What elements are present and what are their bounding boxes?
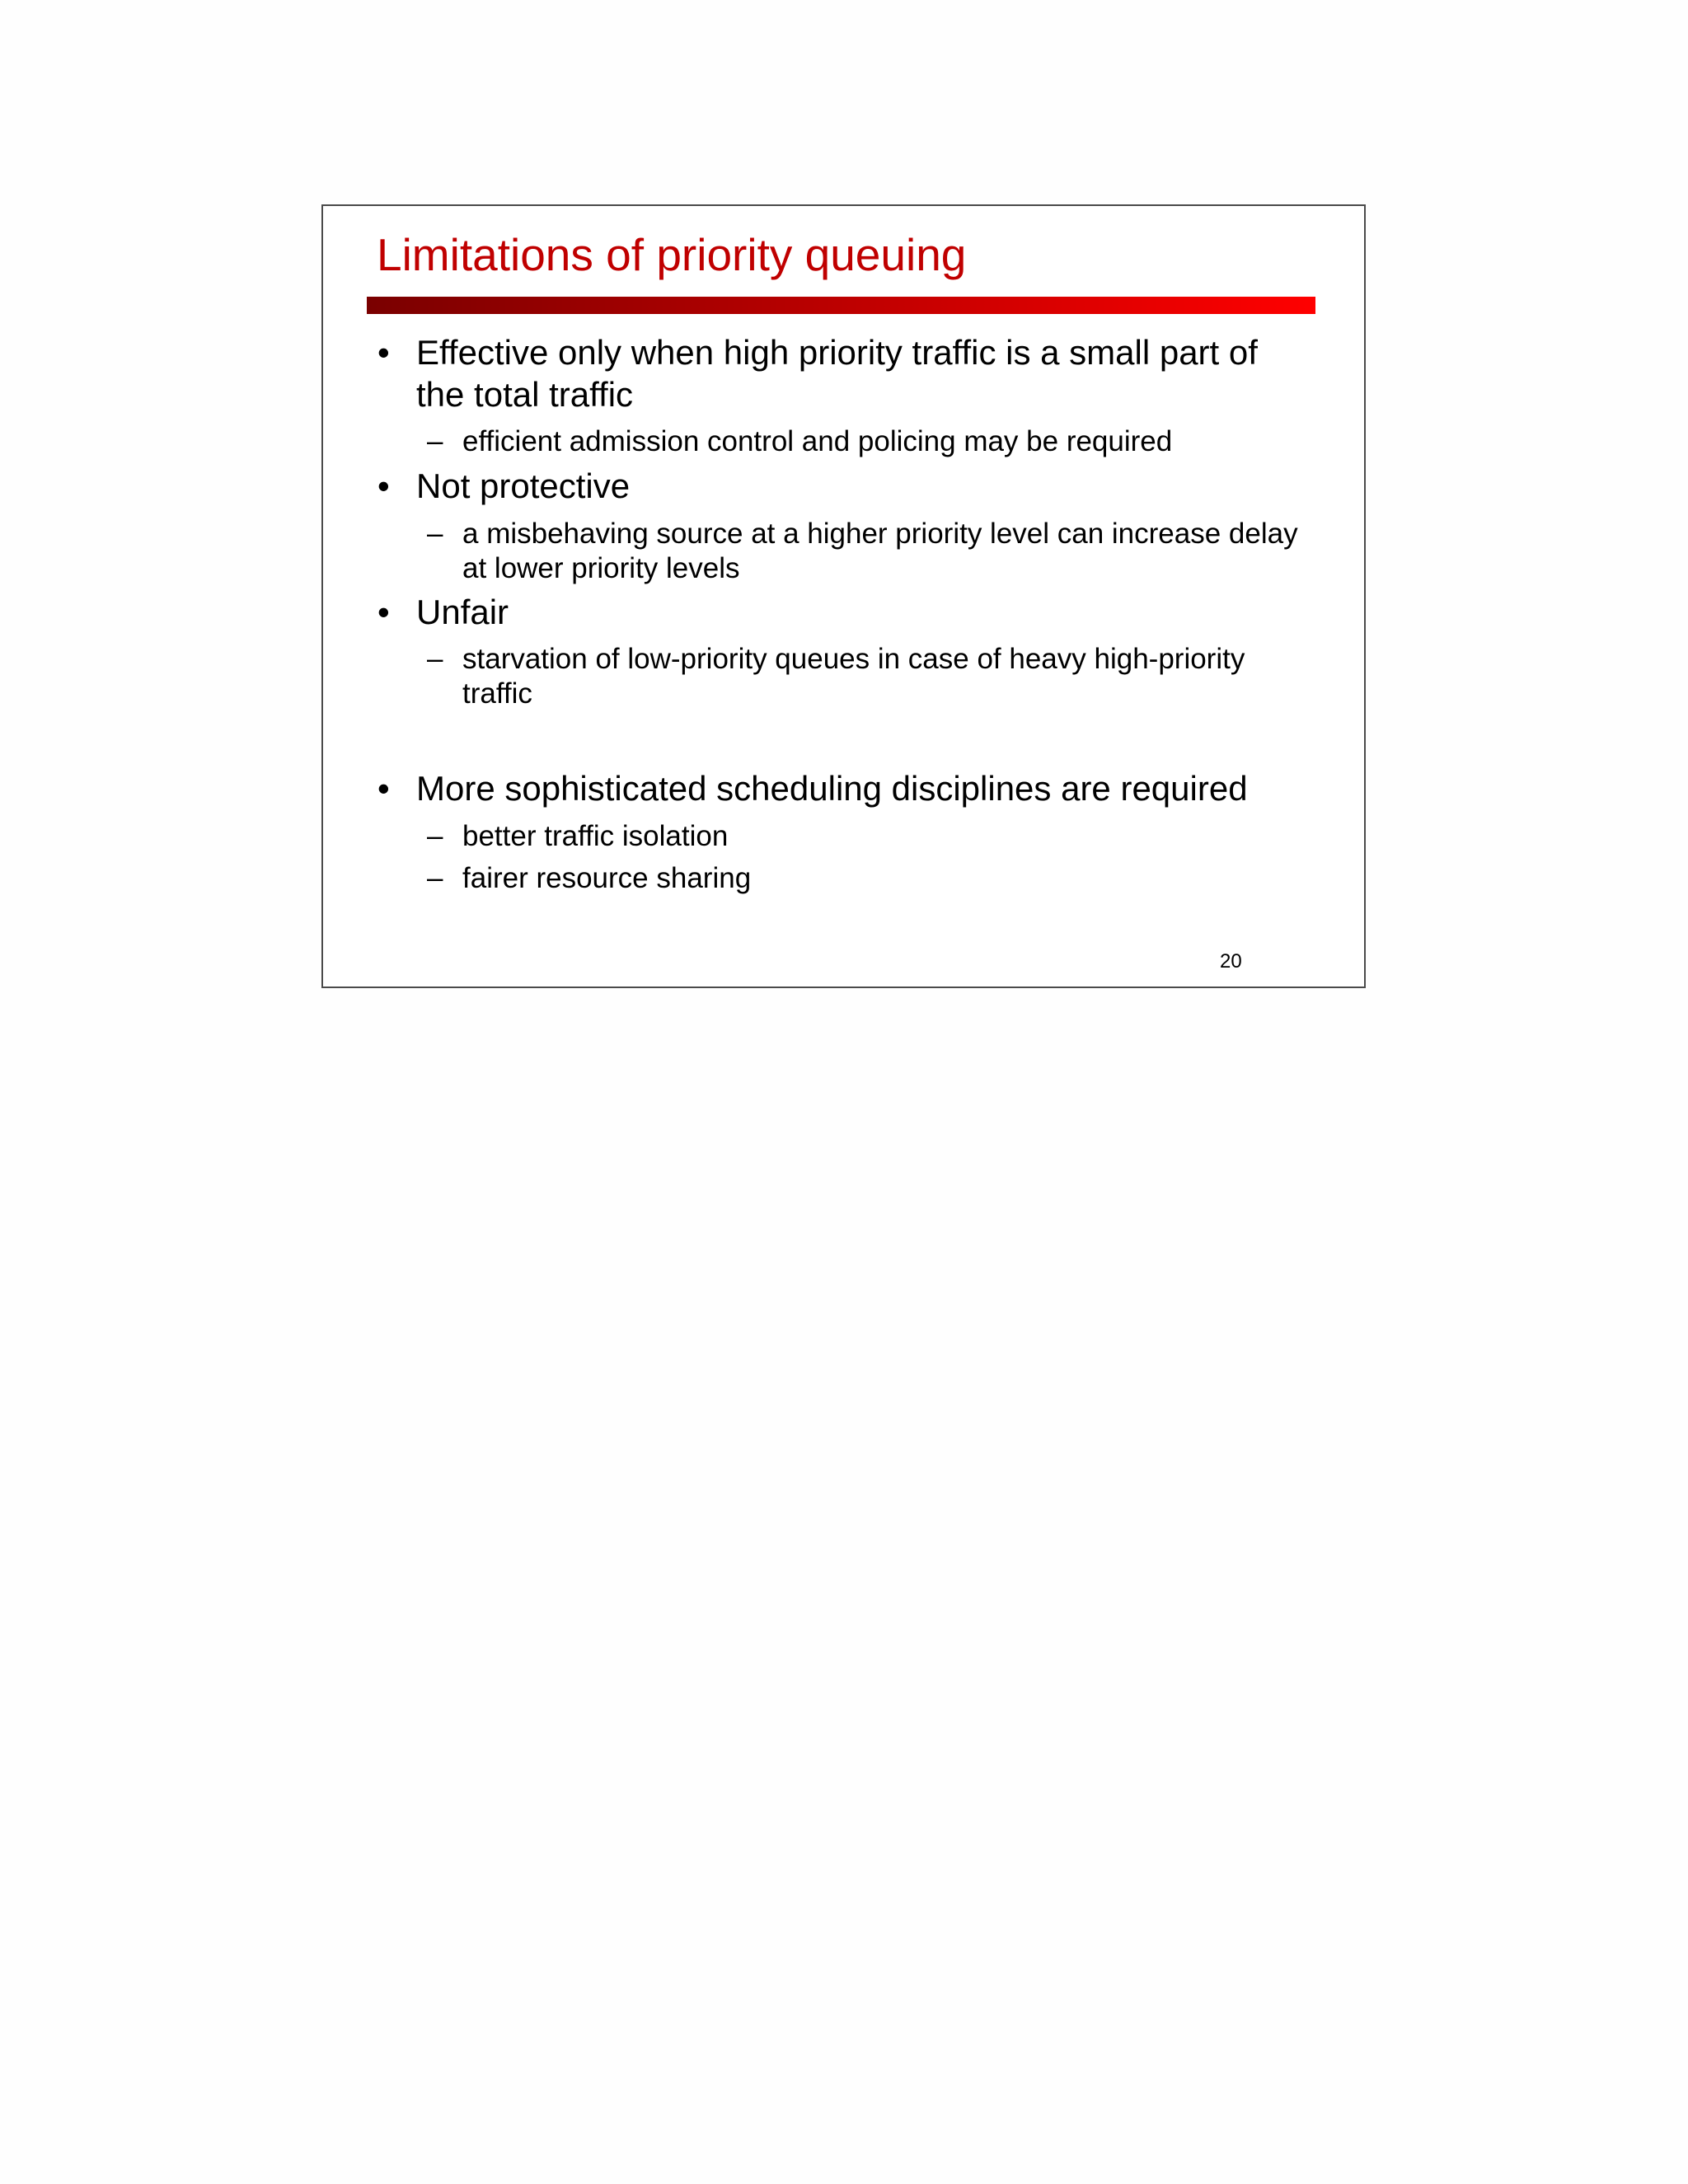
dash-marker: – <box>427 820 443 852</box>
bullet-line: the total traffic <box>416 375 634 414</box>
bullet-line: More sophisticated scheduling disciplines are required <box>416 769 1248 808</box>
sub-bullet-line: better traffic isolation <box>462 820 729 852</box>
bullet-marker: • <box>377 769 390 808</box>
sub-bullet-line: efficient admission control and policing may be required <box>462 425 1173 457</box>
bullet-line: Unfair <box>416 593 509 631</box>
sub-bullet-line: fairer resource sharing <box>462 862 752 894</box>
dash-marker: – <box>427 425 443 457</box>
dash-marker: – <box>427 518 443 550</box>
bullet-marker: • <box>377 593 390 631</box>
dash-marker: – <box>427 643 443 675</box>
sub-bullet-line: at lower priority levels <box>462 552 740 584</box>
slide-title: Limitations of priority queuing <box>377 229 967 280</box>
sub-bullet-line: a misbehaving source at a higher priority level can increase delay <box>462 518 1298 550</box>
dash-marker: – <box>427 862 443 894</box>
bullet-marker: • <box>377 333 390 372</box>
bullet-marker: • <box>377 466 390 505</box>
bullet-line: Effective only when high priority traffic is a small part of <box>416 333 1258 372</box>
title-gradient-rule <box>367 297 1315 314</box>
sub-bullet-line: traffic <box>462 677 532 710</box>
bullet-line: Not protective <box>416 466 631 505</box>
page-number: 20 <box>1220 950 1242 972</box>
slide <box>321 204 1366 988</box>
sub-bullet-line: starvation of low-priority queues in case of heavy high-priority <box>462 643 1245 675</box>
